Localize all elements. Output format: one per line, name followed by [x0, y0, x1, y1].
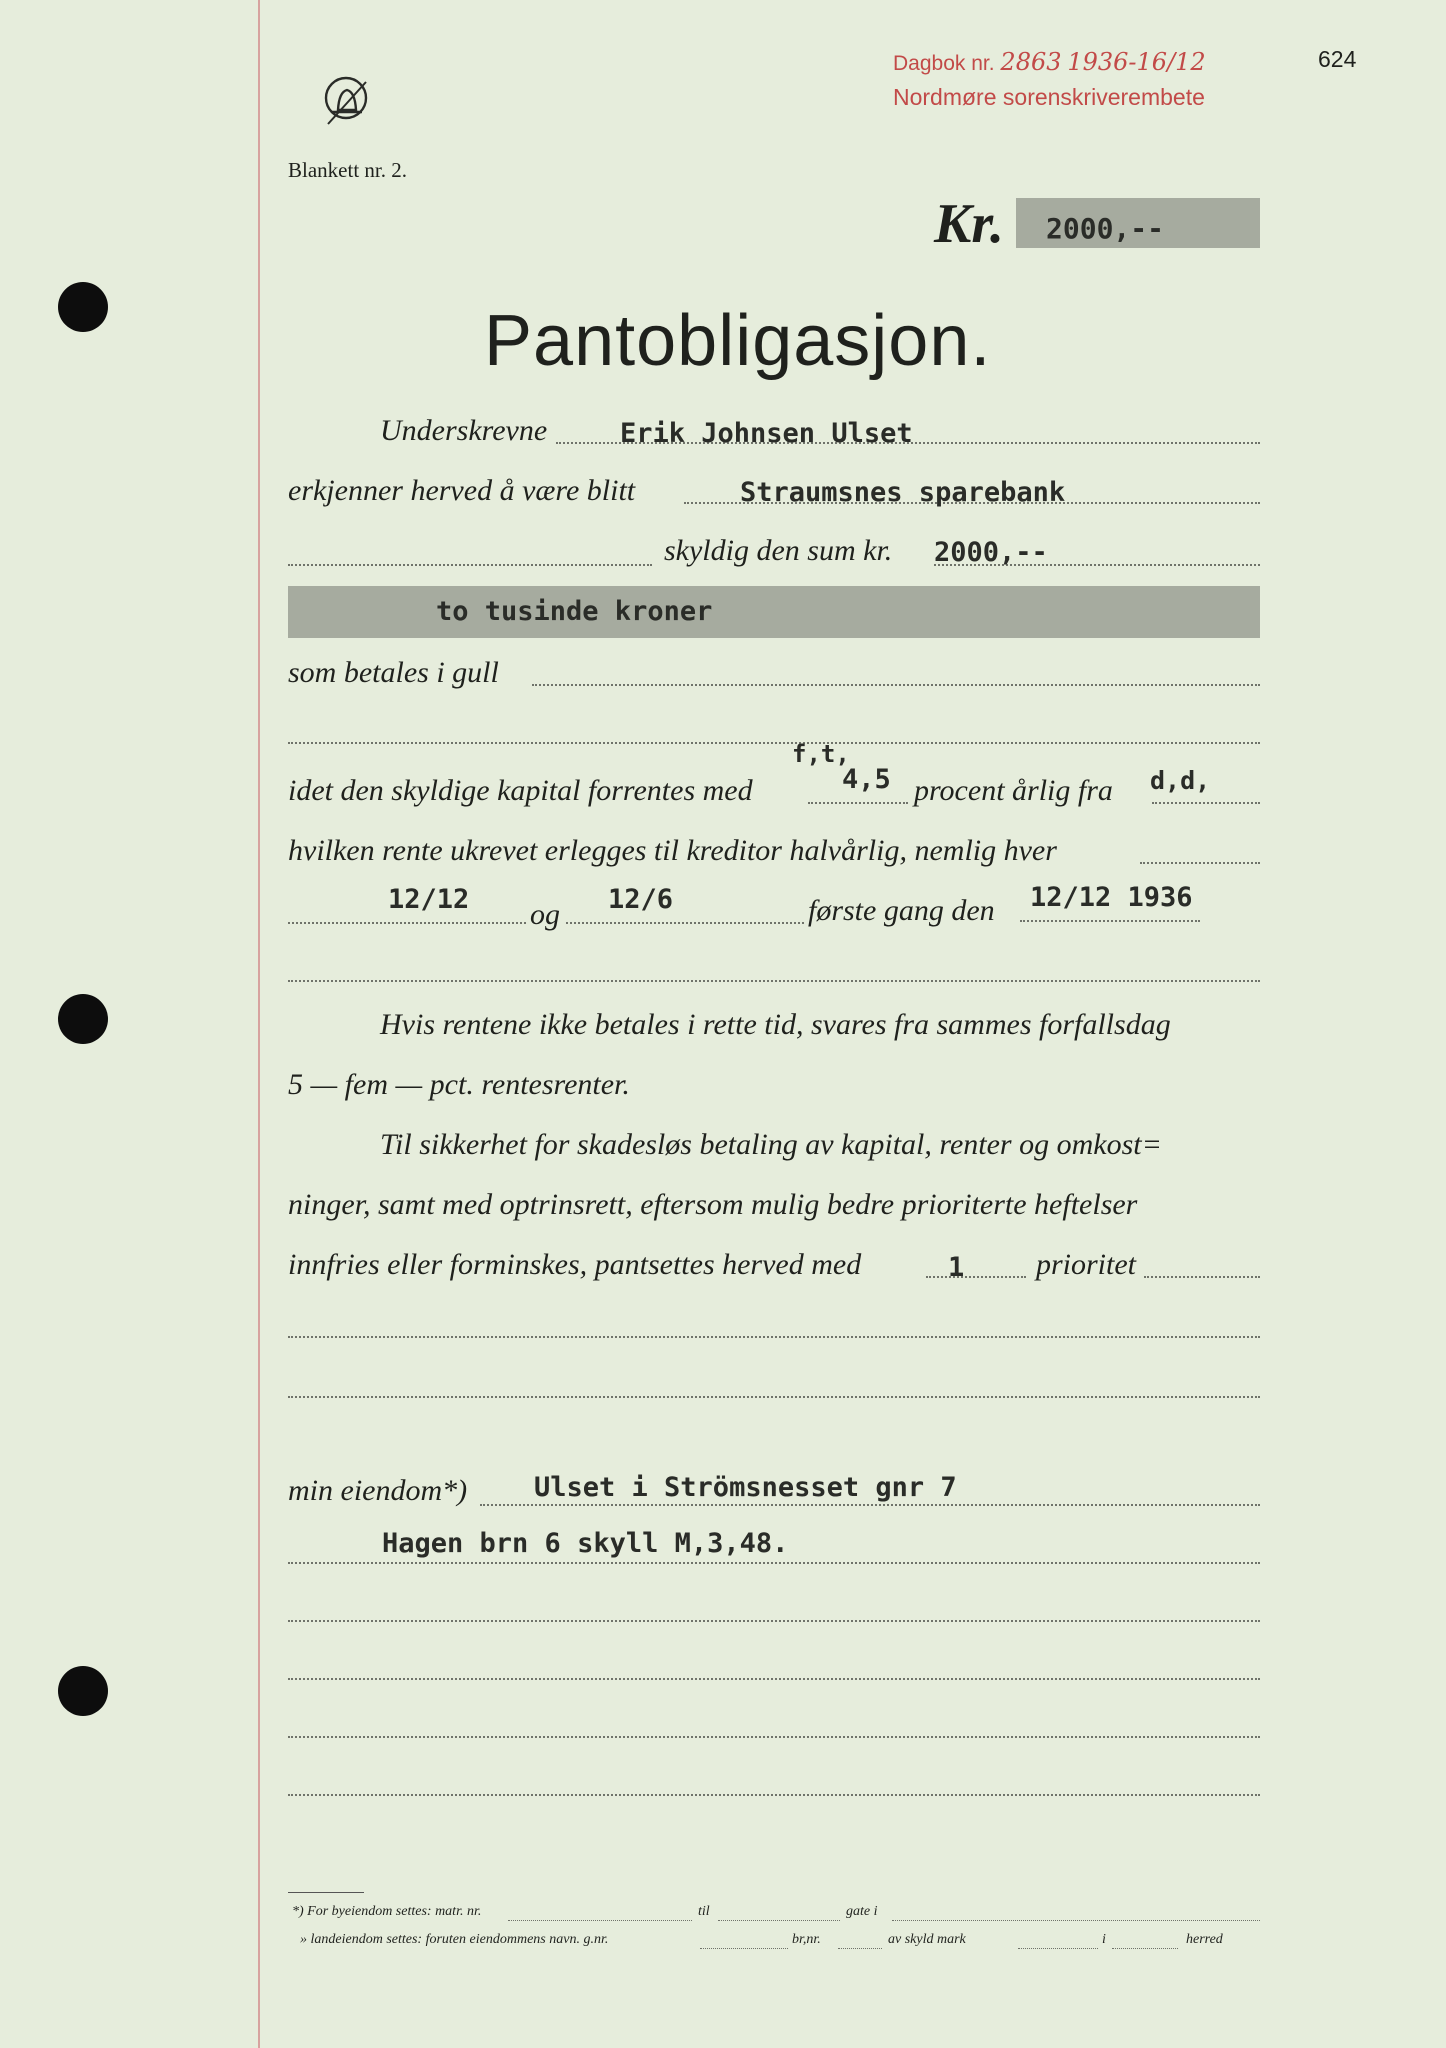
property-line-d: [288, 1678, 1260, 1680]
gold-label: som betales i gull: [288, 656, 499, 689]
property-line-a: [480, 1504, 1260, 1506]
page-number: 624: [1318, 46, 1357, 72]
kr-label: Kr.: [934, 193, 1005, 255]
blank-line-3: [288, 1336, 1260, 1338]
footnote-2e: herred: [1186, 1932, 1223, 1947]
semiannual-line: [1140, 862, 1260, 864]
og-label: og: [530, 898, 560, 931]
footnote-2d: i: [1102, 1932, 1106, 1947]
date-first: 12/12: [388, 884, 470, 915]
para-1-line-1: Hvis rentene ikke betales i rette tid, svares fra sammes forfallsdag: [380, 1008, 1171, 1041]
priority-line: [926, 1276, 1026, 1278]
binder-hole-bottom: [58, 1666, 108, 1716]
date-second-line: [566, 922, 804, 924]
footnote-dots-1c: [892, 1920, 1260, 1921]
footnote-2c: av skyld mark: [888, 1932, 966, 1947]
property-line-2: Hagen brn 6 skyll M,3,48.: [382, 1528, 789, 1559]
footnote-dots-2b: [838, 1948, 882, 1949]
date-second: 12/6: [608, 884, 674, 915]
creditor-value: Straumsnes sparebank: [740, 477, 1066, 508]
footnote-2b: br,nr.: [792, 1932, 821, 1947]
interest-middle: procent årlig fra: [914, 774, 1113, 807]
creditor-label: erkjenner herved å være blitt: [288, 474, 636, 507]
para-1-line-2: 5 — fem — pct. rentesrenter.: [288, 1068, 630, 1101]
bell-emblem-icon: [322, 74, 372, 132]
footnote-rule: [288, 1892, 364, 1893]
para-2-line-2: ninger, samt med optrinsrett, eftersom mulig bedre prioriterte heftelser: [288, 1188, 1138, 1221]
interest-line: [808, 802, 908, 804]
property-line-b: [288, 1562, 1260, 1564]
blank-line-2: [288, 980, 1260, 982]
footnote-dots-1a: [508, 1920, 692, 1921]
sum-label: skyldig den sum kr.: [664, 534, 893, 567]
footnote-1b: til: [698, 1904, 710, 1919]
footnote-dots-2d: [1112, 1948, 1178, 1949]
sum-leading-line: [288, 564, 652, 566]
interest-note: f,t,: [792, 740, 850, 768]
para-2-line-1: Til sikkerhet for skadesløs betaling av kapital, renter og omkost=: [380, 1128, 1162, 1161]
dagbok-number: 2863: [1000, 48, 1062, 76]
office-stamp: Nordmøre sorenskriverembete: [893, 84, 1205, 110]
property-line-1: Ulset i Strömsnesset gnr 7: [534, 1472, 957, 1503]
kr-amount: 2000,--: [1046, 212, 1165, 245]
dagbok-date: 1936-16/12: [1067, 48, 1206, 76]
footnote-1c: gate i: [846, 1904, 878, 1919]
property-line-e: [288, 1736, 1260, 1738]
binder-hole-top: [58, 282, 108, 332]
date-first-line: [288, 922, 526, 924]
footnote-dots-2a: [700, 1948, 788, 1949]
first-time-line: [1020, 920, 1200, 922]
first-time-label: første gang den: [808, 894, 995, 927]
semiannual-label: hvilken rente ukrevet erlegges til kreditor halvårlig, nemlig hver: [288, 834, 1057, 867]
priority-trailing-line: [1144, 1276, 1260, 1278]
footnote-line-1: [292, 1904, 481, 1920]
interest-value: 4,5: [842, 764, 891, 795]
dagbok-stamp: [893, 48, 1206, 76]
sum-words: to tusinde kroner: [436, 596, 713, 627]
footnote-1a: *) For byeiendom settes: matr. nr.: [292, 1904, 482, 1919]
sum-words-band: [288, 586, 1260, 638]
para-2-line-3: innfries eller forminskes, pantsettes herved med: [288, 1248, 862, 1281]
interest-label: idet den skyldige kapital forrentes med: [288, 774, 753, 807]
footnote-dots-2c: [1018, 1948, 1098, 1949]
gold-line: [532, 684, 1260, 686]
property-label: min eiendom*): [288, 1474, 468, 1507]
property-line-c: [288, 1620, 1260, 1622]
binder-hole-middle: [58, 994, 108, 1044]
interest-from-line: [1152, 802, 1260, 804]
sum-value: 2000,--: [934, 537, 1048, 568]
interest-from: d,d,: [1150, 766, 1211, 795]
priority-label: prioritet: [1036, 1248, 1137, 1281]
property-line-f: [288, 1794, 1260, 1796]
blank-line-1: [288, 742, 1260, 744]
blankett-label: Blankett nr. 2.: [288, 158, 407, 182]
margin-line: [258, 0, 260, 2048]
priority-value: 1: [948, 1252, 965, 1283]
dagbok-label: Dagbok nr.: [893, 52, 995, 75]
footnote-2a: » landeiendom settes: foruten eiendommens navn. g.nr.: [300, 1932, 609, 1947]
page-title: Pantobligasjon.: [484, 301, 992, 381]
blank-line-4: [288, 1396, 1260, 1398]
first-time-value: 12/12 1936: [1030, 882, 1193, 913]
footnote-dots-1b: [718, 1920, 840, 1921]
undersigned-label: Underskrevne: [380, 414, 548, 447]
undersigned-value: Erik Johnsen Ulset: [620, 418, 913, 449]
